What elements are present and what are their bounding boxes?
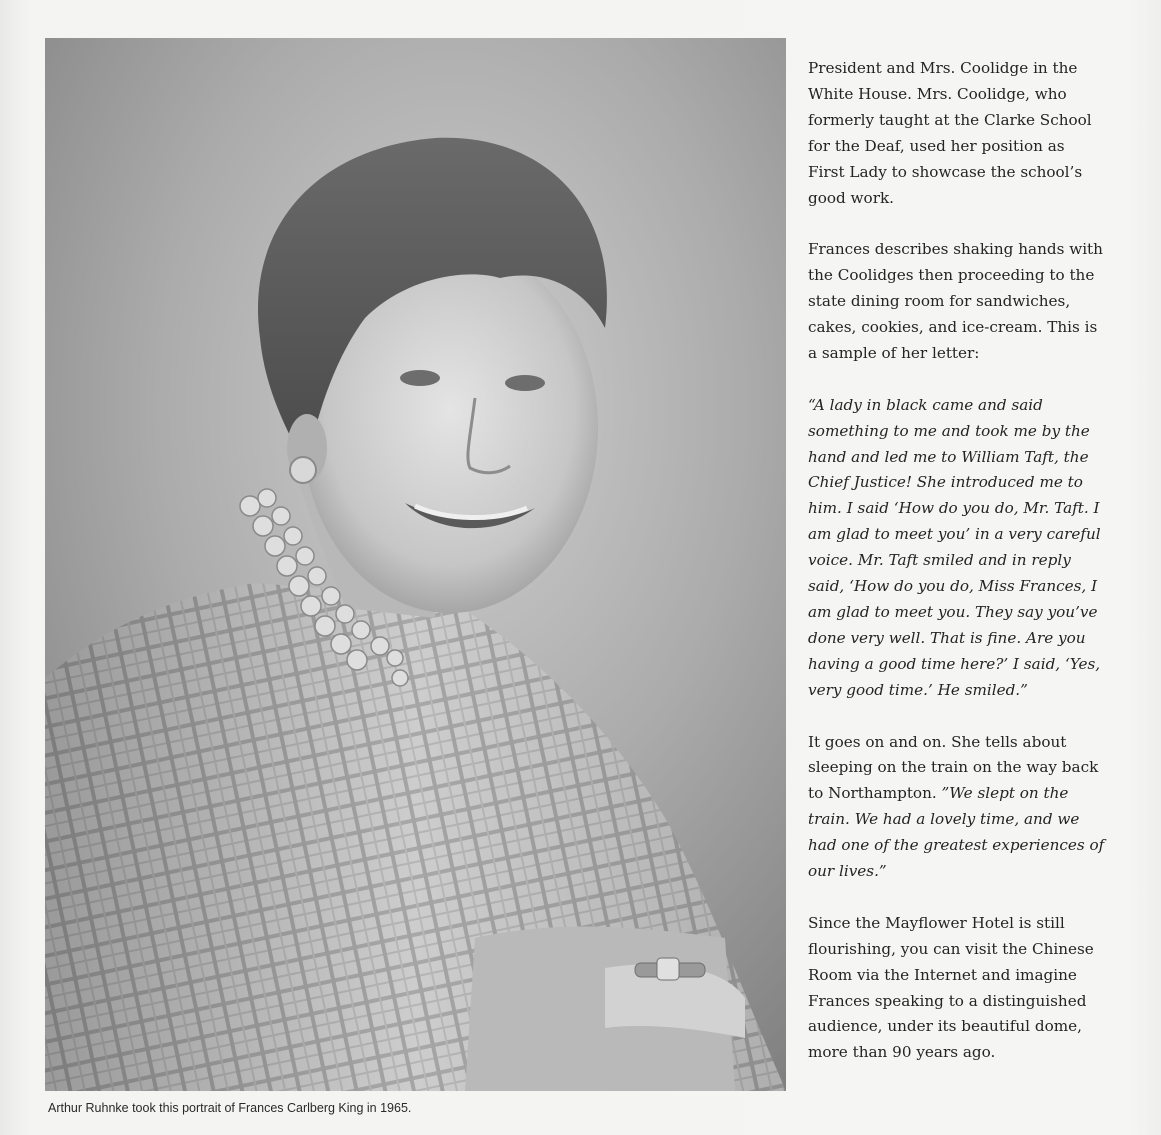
text-line <box>808 807 1126 833</box>
text-line: more than 90 years ago. <box>808 1043 996 1062</box>
text-line <box>808 833 1126 859</box>
text-italic: had one of the greatest experiences of <box>808 836 1105 855</box>
article-text <box>808 56 1126 1092</box>
text-line: said, ‘How do you do, Miss Frances, I <box>808 577 1098 596</box>
text-line: flourishing, you can visit the Chinese <box>808 939 1094 958</box>
text-line: hand and led me to William Taft, the <box>808 447 1089 466</box>
text-line <box>808 859 1126 885</box>
paragraph-handshake <box>808 237 1126 367</box>
paragraph-coolidge <box>808 56 1126 211</box>
text-italic: our lives.” <box>808 862 887 881</box>
text-line: “A lady in black came and said <box>808 395 1043 414</box>
text-normal: sleeping on the train on the way back <box>808 758 1099 777</box>
text-line: Chief Justice! She introduced me to <box>808 473 1083 492</box>
text-line <box>808 781 1126 807</box>
text-italic: train. We had a lovely time, and we <box>808 810 1080 829</box>
text-line: him. I said ‘How do you do, Mr. Taft. I <box>808 499 1100 518</box>
text-line: Since the Mayflower Hotel is still <box>808 913 1065 932</box>
portrait-photo <box>45 38 786 1091</box>
paragraph-mayflower <box>808 911 1126 1066</box>
text-line: audience, under its beautiful dome, <box>808 1017 1082 1036</box>
text-italic: ”We slept on the <box>941 784 1069 803</box>
text-line: White House. Mrs. Coolidge, who <box>808 84 1067 103</box>
text-line: President and Mrs. Coolidge in the <box>808 59 1078 77</box>
text-line: Frances describes shaking hands with <box>808 240 1103 259</box>
text-line: voice. Mr. Taft smiled and in reply <box>808 551 1071 570</box>
text-normal: to Northampton. <box>808 784 942 803</box>
text-line: formerly taught at the Clarke School <box>808 110 1092 129</box>
text-line: very good time.’ He smiled.” <box>808 680 1028 699</box>
text-line <box>808 730 1126 756</box>
text-line: Room via the Internet and imagine <box>808 965 1077 984</box>
text-line: cakes, cookies, and ice-cream. This is <box>808 318 1098 337</box>
text-line: am glad to meet you’ in a very careful <box>808 525 1101 544</box>
text-line: state dining room for sandwiches, <box>808 292 1071 311</box>
text-line: the Coolidges then proceeding to the <box>808 266 1095 285</box>
text-line: Frances speaking to a distinguished <box>808 991 1087 1010</box>
paragraph-letter-quote <box>808 393 1126 704</box>
text-line: something to me and took me by the <box>808 421 1090 440</box>
text-line <box>808 755 1126 781</box>
text-line: for the Deaf, used her position as <box>808 136 1065 155</box>
text-line: a sample of her letter: <box>808 343 980 362</box>
text-line: having a good time here?’ I said, ‘Yes, <box>808 654 1101 673</box>
text-line: am glad to meet you. They say you’ve <box>808 603 1098 621</box>
text-line: First Lady to showcase the school’s <box>808 162 1083 181</box>
paragraph-train <box>808 730 1126 885</box>
text-line: done very well. That is fine. Are you <box>808 628 1086 647</box>
text-normal: It goes on and on. She tells about <box>808 732 1067 751</box>
text-line: good work. <box>808 188 894 207</box>
photo-caption: Arthur Ruhnke took this portrait of Frances Carlberg King in 1965. <box>48 1101 412 1115</box>
